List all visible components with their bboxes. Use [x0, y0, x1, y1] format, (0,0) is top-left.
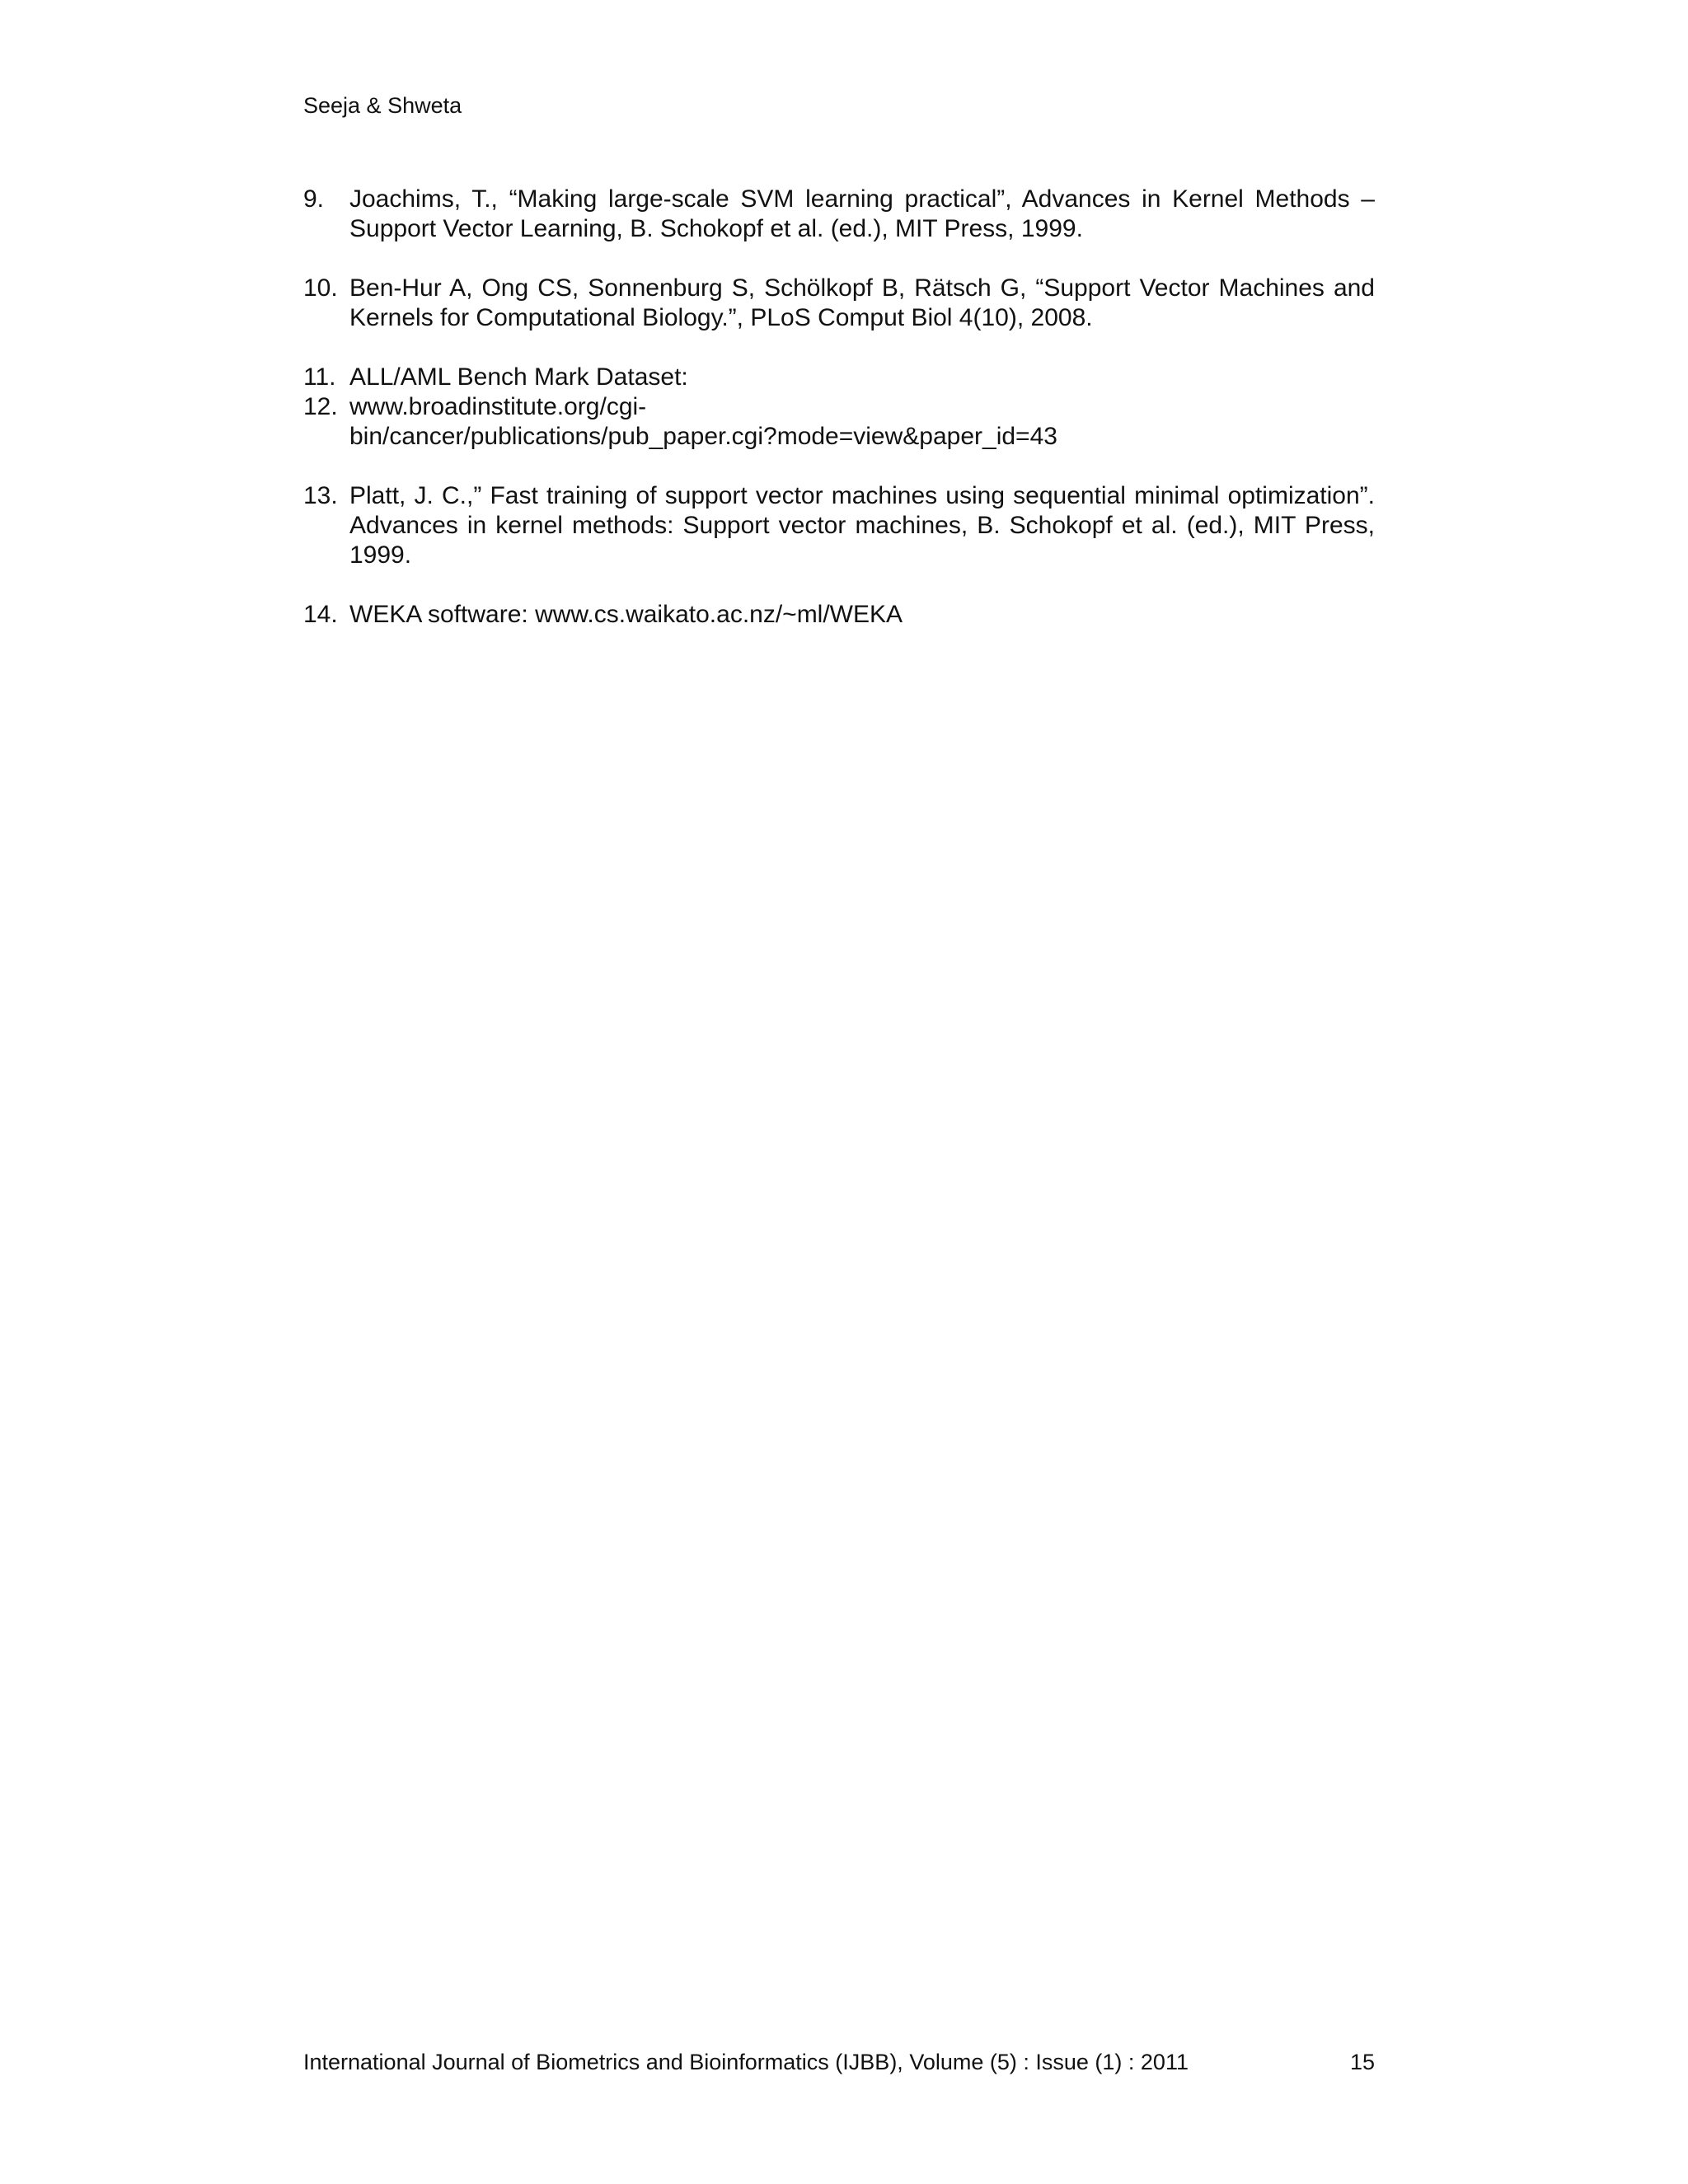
reference-item-11: [303, 363, 1375, 392]
reference-text: ALL/AML Bench Mark Dataset:: [349, 363, 688, 391]
reference-url-line-1: www.broadinstitute.org/cgi-: [349, 393, 647, 420]
reference-number: 11.: [303, 363, 336, 391]
page-number: 15: [1349, 2050, 1375, 2074]
reference-item-12: [303, 392, 1375, 452]
reference-number: 9.: [303, 185, 325, 213]
reference-number: 12.: [303, 393, 338, 420]
reference-text: Platt, J. C.,” Fast training of support vector machines using sequential minimal optimization”. Advances in kernel methods: Support vector machines, B. Schokopf et al. (ed.), MIT Press, 1999.: [349, 482, 1375, 569]
reference-item-14: [303, 600, 1375, 630]
footer-journal-citation: International Journal of Biometrics and Bioinformatics (IJBB), Volume (5) : Issue (1) : 2011: [303, 2050, 1189, 2074]
running-header: Seeja & Shweta: [303, 93, 462, 118]
reference-list: [303, 185, 1375, 630]
reference-number: 10.: [303, 274, 338, 302]
reference-number: 14.: [303, 601, 338, 628]
reference-text: WEKA software: www.cs.waikato.ac.nz/~ml/WEKA: [349, 601, 903, 628]
reference-number: 13.: [303, 482, 338, 509]
reference-item-9: [303, 185, 1375, 244]
reference-text: Ben-Hur A, Ong CS, Sonnenburg S, Schölkopf B, Rätsch G, “Support Vector Machines and Kernels for Computational Biology.”, PLoS Comput Biol 4(10), 2008.: [349, 274, 1375, 331]
reference-url-line-2: bin/cancer/publications/pub_paper.cgi?mode=view&paper_id=43: [349, 423, 1057, 450]
reference-item-10: [303, 274, 1375, 333]
reference-item-13: [303, 481, 1375, 570]
reference-text: Joachims, T., “Making large-scale SVM learning practical”, Advances in Kernel Methods – Support Vector Learning, B. Schokopf et al. (ed.), MIT Press, 1999.: [349, 185, 1375, 242]
